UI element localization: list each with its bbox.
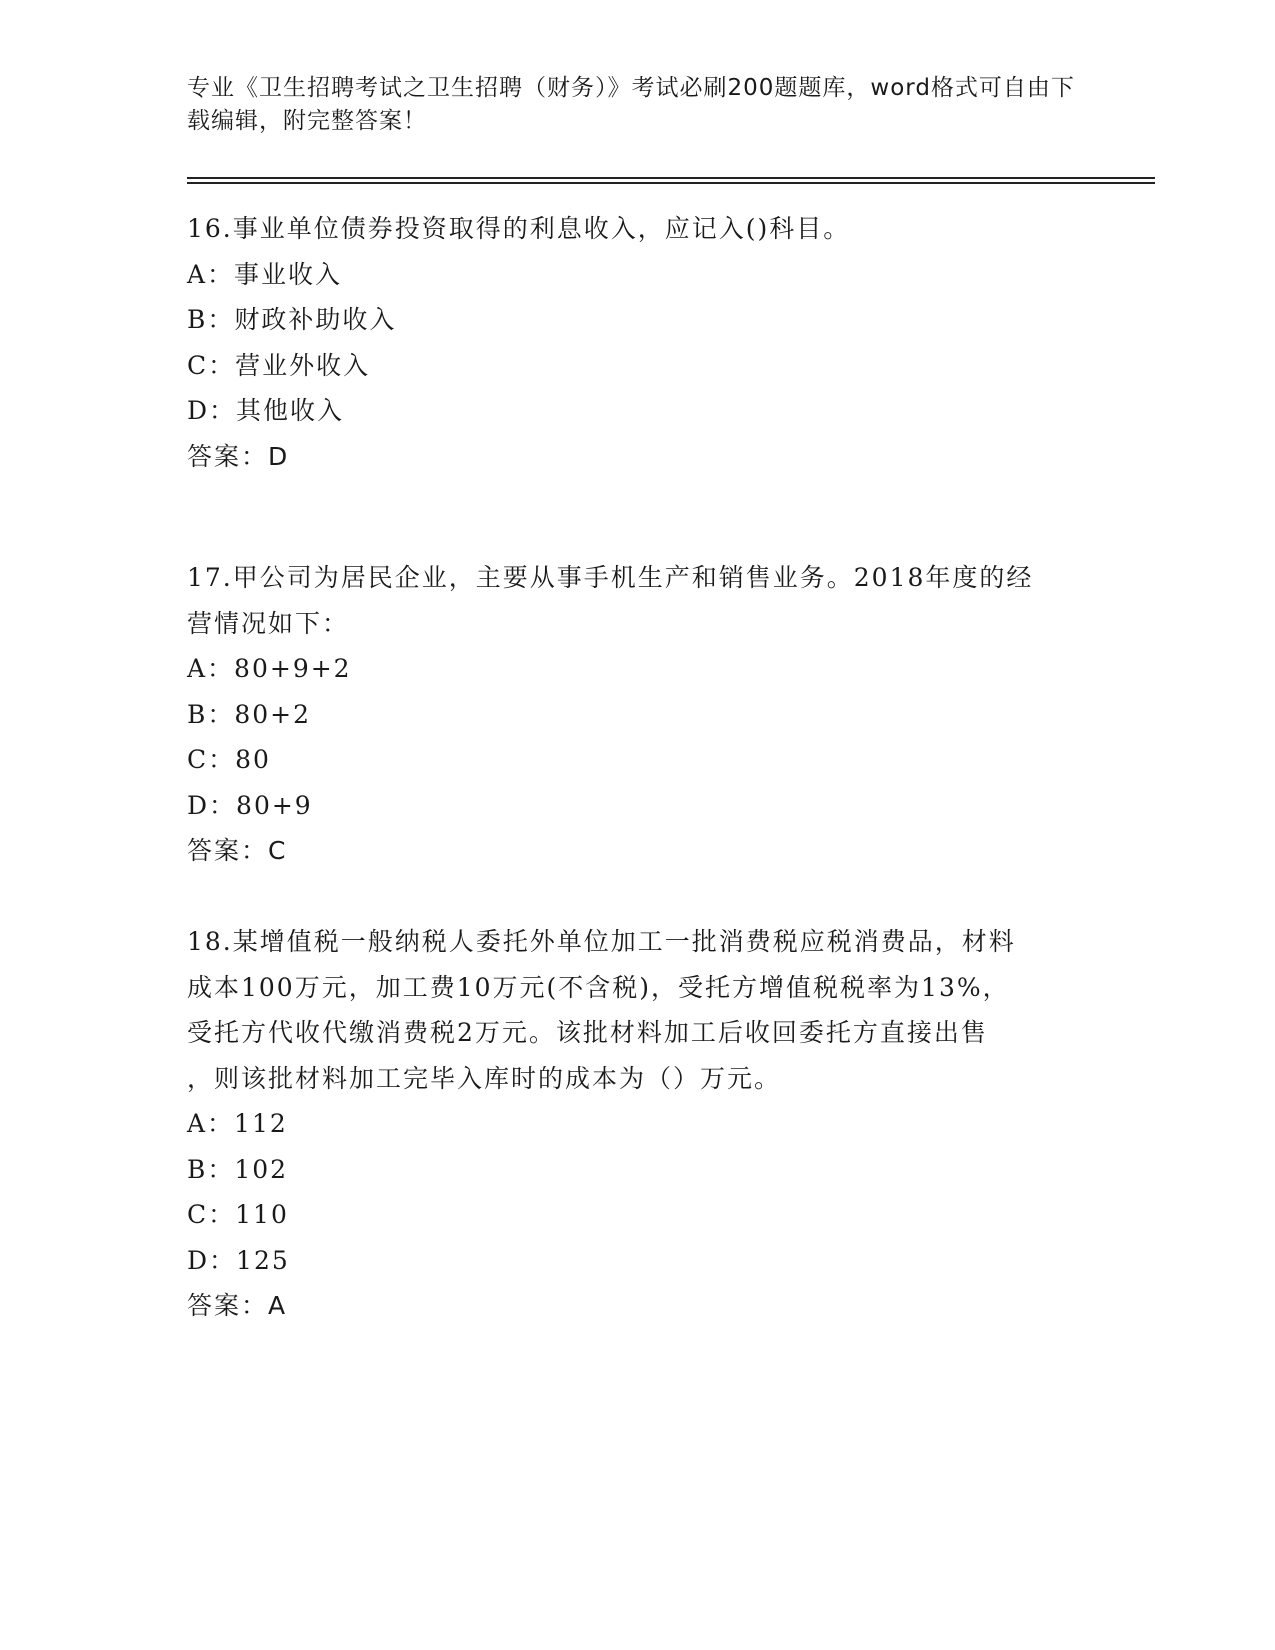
question-stem: 16.事业单位债券投资取得的利息收入，应记入()科目。	[187, 214, 851, 243]
answer: 答案：A	[187, 1291, 288, 1320]
option-d: D：其他收入	[187, 396, 345, 425]
header-divider-top	[187, 177, 1155, 179]
option-c: C：营业外收入	[187, 350, 371, 380]
question-stem-line-4: ，则该批材料加工完毕入库时的成本为（）万元。	[187, 1063, 782, 1093]
option-c: C：110	[187, 1200, 289, 1229]
option-b: B：102	[187, 1154, 289, 1184]
question-17	[187, 555, 1087, 874]
option-a: A：80+9+2	[187, 654, 352, 683]
header-divider-bottom	[187, 182, 1155, 184]
option-a: A：112	[187, 1109, 288, 1138]
option-a: A：事业收入	[187, 259, 343, 289]
question-16	[187, 206, 1087, 479]
option-d: D：80+9	[187, 790, 313, 820]
question-stem-line-2: 营情况如下：	[187, 608, 350, 638]
intro-text: 专业《卫生招聘考试之卫生招聘（财务）》考试必刷200题题库，word格式可自由下载编辑，附完整答案！	[187, 75, 1075, 134]
question-stem-line-1: 17.甲公司为居民企业，主要从事手机生产和销售业务。2018年度的经	[187, 563, 1034, 592]
option-c: C：80	[187, 745, 271, 774]
option-d: D：125	[187, 1245, 290, 1275]
question-18	[187, 919, 1087, 1329]
document-intro	[187, 72, 1087, 138]
answer: 答案：C	[187, 836, 288, 865]
option-b: B：财政补助收入	[187, 305, 397, 334]
question-stem-line-2: 成本100万元，加工费10万元(不含税)，受托方增值税税率为13%，	[187, 972, 1010, 1002]
question-stem-line-1: 18.某增值税一般纳税人委托外单位加工一批消费税应税消费品，材料	[187, 927, 1016, 956]
question-stem-line-3: 受托方代收代缴消费税2万元。该批材料加工后收回委托方直接出售	[187, 1018, 988, 1047]
answer: 答案：D	[187, 441, 290, 471]
option-b: B：80+2	[187, 699, 312, 729]
